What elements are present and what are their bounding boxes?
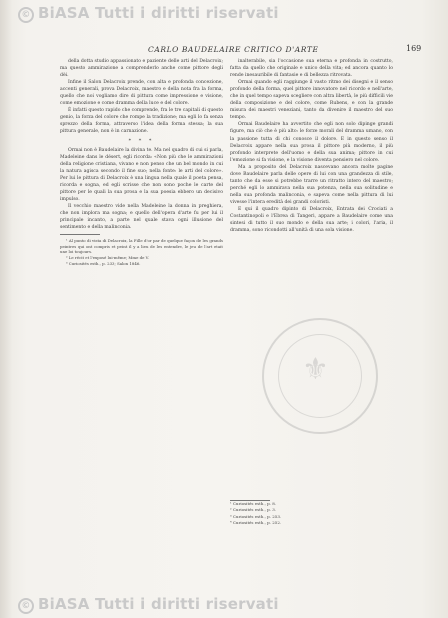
copyright-mark: ©	[18, 7, 34, 23]
paragraph: E qui il quadro dipinto di Delacroix, Entrata dei Crociati a Costantinopoli e l'Ebrea di Tangeri, appare a Baudelaire come una sintesi di tutto il suo mondo e della sua arte; i colori, l'aria, il dramma, sono ricondotti all'unità di una sola visione.	[230, 206, 393, 234]
binding-shadow	[0, 0, 12, 618]
paragraph: della dotta studio appassionato e paziente delle arti del Delacroix; ma questo ammirazione a comprenderlo anche come pittore degli dèi.	[60, 59, 223, 79]
footnote-rule	[60, 234, 100, 235]
paragraph: Infine il Salon Delacroix prende, con alta e profonda concezione, accenti generali, prova Delacroix, maestro e della nota fra la forma, quello che noi vogliamo dire di pittura come impressione e visione, come emozione e come dramma della luce e del colore.	[60, 80, 223, 107]
paragraph: Ma a proposito del Delacroix nascevano ancora molte pagine dove Baudelaire parla delle opere di lui con una grandezza di stile, tanto che da esse si potrebbe trarre un ritratto intero del maestro; perché egli lo ammirava nella sua potenza, nella sua solitudine e nella sua profonda malinconia, e sapeva come nella pittura di lui vivesse l'intera eredità dei grandi coloristi.	[230, 164, 393, 205]
footnote: ³ Curiosités esth., p. 233; Salon 1846.	[66, 260, 141, 266]
footnote: ¹ Al punto di vista di Delacroix, la Fille d'or par de quelque façon de les grands peintres qui ont compris et peint il y a lieu de les entendre, le jeu de l'art etait une loi toujours.	[60, 238, 223, 255]
footnotes	[60, 234, 223, 266]
watermark-text: BiASA Tutti i diritti riservati	[38, 4, 279, 22]
paragraph: Ormai quando egli raggiunge il vasto ritmo dei disegni e il senso profondo della forma, quel pittore innovatore nel ricordo e nell'arte, che in quel tempo sapeva scegliere con altra libertà, le più difficili vie della composizione e del colore, come Rubens, e con la grande misura dei maestri veneziani, tanto da divenire il maestro del suo tempo.	[230, 80, 393, 121]
page-number: 169	[406, 44, 422, 53]
watermark-top	[18, 4, 279, 23]
footnote: ² Curiosités esth., p. 3.	[230, 507, 277, 513]
footnote: ² Le récit et l'exposé lui-même; Mme de V.	[66, 254, 150, 260]
section-separator: * * *	[128, 137, 155, 144]
footnote: ³ Curiosités esth., p. 253.	[230, 513, 282, 519]
copyright-mark: ©	[18, 598, 34, 614]
left-column	[60, 58, 223, 266]
paragraph: Il vecchio maestro vide nella Madeleine la donna in preghiera, che non implora ma sogna; e quello dell'opera d'arte fu per lui il principale incanto, a parte nel quale stava ogni illusione del sentimento e della malinconia.	[60, 203, 223, 231]
right-footnotes	[230, 500, 380, 527]
paragraph: Ormai non è Baudelaire la divina te. Ma nel quadro di cui si parla, Madeleine dans le désert, egli ricorda: «Non più che le ammirazioni della religione cristiana, vivano e non penso che un bel mondo in cui la natura agisca secondo il fine suo; nella fonte: le arti del colore». Per lui le pittura di Delacroix è una lingua nella quale il poeta pensa, ricorda e sogna, ed egli scrisse che non sono poche le carte del pittore per le quali la sua prosa e la sua poesia ebbero un decisivo impulso.	[60, 147, 223, 202]
footnote: ¹ Curiosités esth., p. 8.	[230, 501, 277, 506]
paragraph: inalterabile, sia l'occasione sua eterna e profonda in costrutto, fatta da quello che originale e unico della vita; ed ancora quanto lo rende inesauribile di fantasie e di bellezza ritrovata.	[230, 59, 393, 79]
right-column	[230, 58, 393, 234]
stamp-emblem: ⚜	[302, 352, 329, 387]
watermark-text: BiASA Tutti i diritti riservati	[38, 595, 279, 613]
paragraph: Ormai Baudelaire ha avvertito che egli non solo dipinge grandi figure, ma ciò che è più alto: le forze morali del dramma umano, con la passione tutta di chi conosce il dolore. E in questo senso il Delacroix appare nella sua prosa il pittore più moderno, il più profondo interprete dell'uomo e della sua anima; pittore in cui l'emozione si fa visione, e la visione diventa pensiero nel colore.	[230, 122, 393, 163]
watermark-bottom	[18, 595, 279, 614]
paragraph: È infatti questo rapido che comprende, fra le tre capitali di questo genio, la forza del colore che rompe la tradizione; ma egli lo fa senza sprezzo della forma, attraverso l'idea della forma stessa; la sua pittura generale, non è in carnazione.	[60, 108, 223, 135]
running-title: CARLO BAUDELAIRE CRITICO D'ARTE	[148, 45, 319, 54]
footnote: ⁴ Curiosités esth., p. 252.	[230, 520, 282, 526]
